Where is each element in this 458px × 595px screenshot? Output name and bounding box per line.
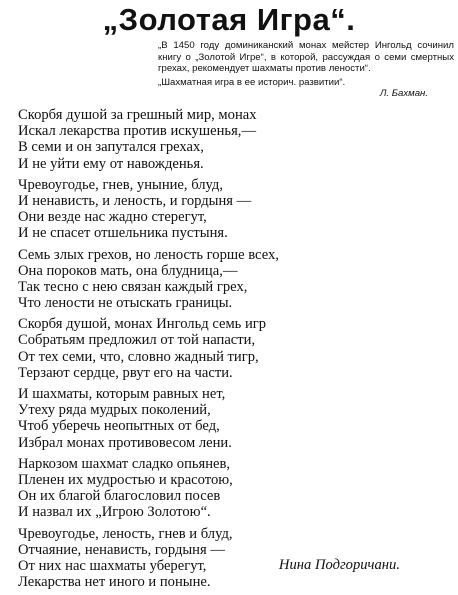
poem-line: Чревоугодье, леность, гнев и блуд, bbox=[18, 525, 233, 542]
epigraph-author: Л. Бахман. bbox=[379, 88, 428, 100]
poem-line: Искал лекарства против искушенья,— bbox=[18, 123, 257, 140]
poem-line: Собратьям предложил от той напасти, bbox=[18, 332, 256, 349]
poem-line: Скорбя душой за грешный мир, монах bbox=[18, 107, 257, 123]
page-title: „Золотая Игра“. bbox=[102, 2, 356, 37]
stanza bbox=[18, 456, 448, 521]
poem-line: Пленен их мудростью и красотою, bbox=[18, 471, 233, 488]
stanza bbox=[18, 107, 448, 172]
poem-line: И не уйти ему от навожденья. bbox=[18, 155, 204, 172]
epigraph-text: „В 1450 году доминиканский монах мейстер Ингольд сочинил книгу о „Золотой Игре“, в которой, рассуждая о семи смертных грехах, рекомендует шахматы против лености“. bbox=[158, 40, 454, 75]
poem-line: И не спасет отшельника пустыня. bbox=[18, 225, 228, 242]
stanza bbox=[18, 386, 448, 451]
stanza bbox=[18, 247, 448, 312]
poem-line: Они везде нас жадно стерегут, bbox=[18, 209, 207, 226]
poem-line: Она пороков мать, она блудница,— bbox=[18, 262, 238, 279]
stanza bbox=[18, 316, 448, 381]
epigraph bbox=[158, 40, 454, 100]
poem-line: Наркозом шахмат сладко опьянев, bbox=[18, 455, 231, 472]
poem-line: Лекарства нет иного и поныне. bbox=[18, 574, 211, 591]
poem-line: Чревоугодье, гнев, уныние, блуд, bbox=[18, 176, 224, 193]
stanza bbox=[18, 177, 448, 242]
poem bbox=[18, 107, 448, 595]
poem-line: Семь злых грехов, но леность горше всех, bbox=[18, 246, 279, 263]
poem-line: Чтоб уберечь неопытных от бед, bbox=[18, 418, 220, 435]
author-signature: Нина Подгоричани. bbox=[278, 557, 400, 573]
poem-line: Терзают сердце, рвут его на части. bbox=[18, 364, 233, 381]
poem-line: Избрал монах противовесом лени. bbox=[18, 434, 232, 451]
poem-line: Скорбя душой, монах Ингольд семь игр bbox=[18, 316, 267, 333]
epigraph-quote: „Шахматная игра в ее историч. развитии“. bbox=[158, 76, 346, 88]
poem-line: И шахматы, которым равных нет, bbox=[18, 386, 226, 402]
poem-line: Утеху ряда мудрых поколений, bbox=[18, 402, 211, 419]
poem-line: Так тесно с нею связан каждый грех, bbox=[18, 278, 248, 295]
poem-line: Он их благой благословил посев bbox=[18, 488, 221, 505]
poem-line: От них нас шахматы уберегут, bbox=[18, 557, 207, 574]
poem-line: В семи и он запутался грехах, bbox=[18, 139, 204, 156]
poem-line: Отчаяние, ненависть, гордыня — bbox=[18, 541, 225, 558]
poem-line: И назвал их „Игрою Золотою“. bbox=[18, 504, 211, 521]
poem-line: От тех семи, что, словно жадный тигр, bbox=[18, 348, 259, 365]
poem-line: Что лености не отыскать границы. bbox=[18, 295, 233, 312]
poem-line: И ненависть, и леность, и гордыня — bbox=[18, 192, 252, 209]
